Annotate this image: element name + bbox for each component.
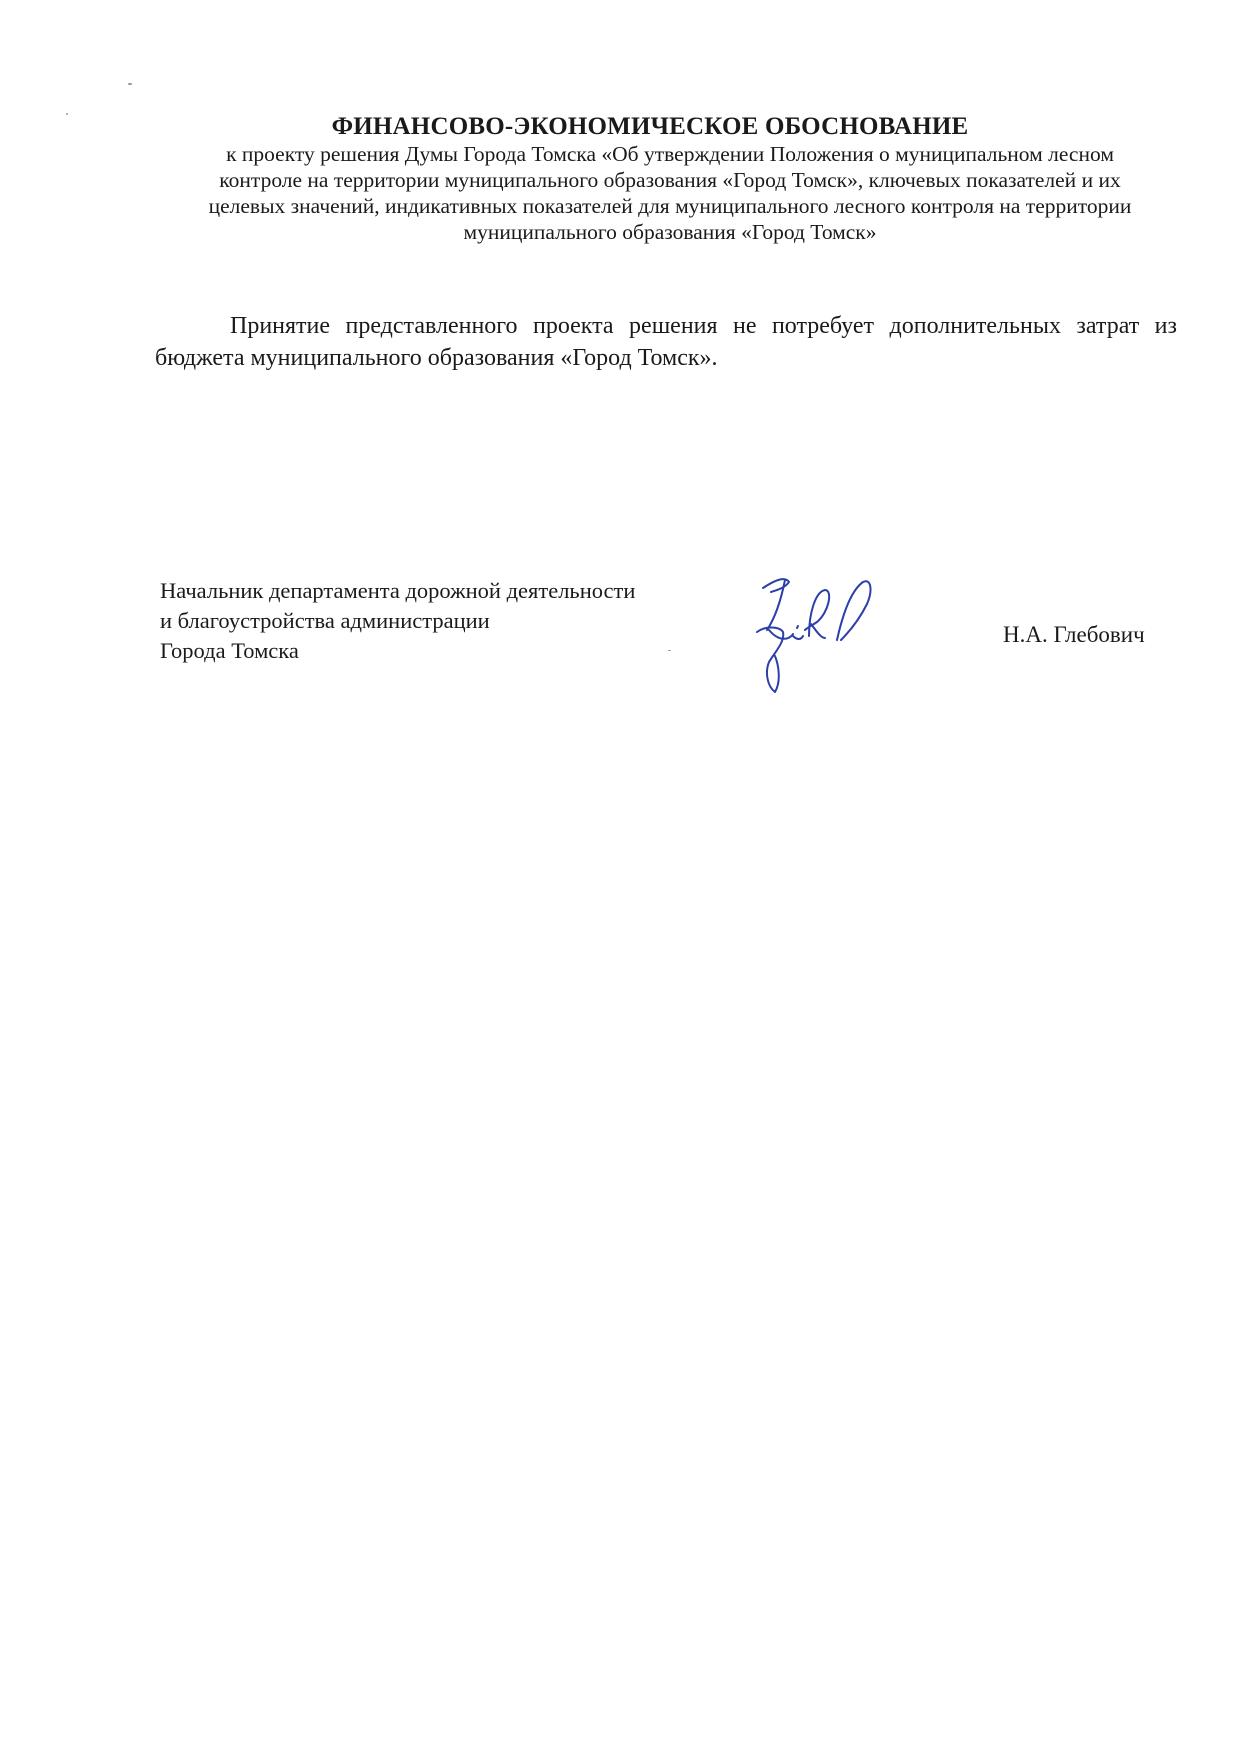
- subtitle-line: муниципального образования «Город Томск»: [463, 220, 877, 244]
- handwritten-signature: [745, 570, 905, 705]
- position-line: Начальник департамента дорожной деятельности: [160, 578, 636, 603]
- scan-speck: [668, 650, 671, 651]
- scan-speck: [128, 83, 132, 85]
- position-line: Города Томска: [160, 638, 299, 663]
- position-line: и благоустройства администрации: [160, 608, 490, 633]
- subtitle-line: контроле на территории муниципального образования «Город Томск», ключевых показателей и их: [219, 168, 1121, 192]
- body-paragraph: Принятие представленного проекта решения не потребует дополнительных затрат из бюджета муниципального образования «Город Томск».: [155, 313, 1177, 371]
- subtitle-line: целевых значений, индикативных показателей для муниципального лесного контроля на территории: [208, 194, 1132, 218]
- subtitle-line: к проекту решения Думы Города Томска «Об утверждении Положения о муниципальном лесном: [226, 142, 1114, 166]
- document-title: ФИНАНСОВО-ЭКОНОМИЧЕСКОЕ ОБОСНОВАНИЕ: [331, 113, 969, 140]
- document-subtitle: [150, 141, 1190, 245]
- signatory-position: [160, 576, 635, 666]
- signature-strokes: [757, 579, 870, 692]
- signatory-name: Н.А. Глебович: [1003, 622, 1145, 647]
